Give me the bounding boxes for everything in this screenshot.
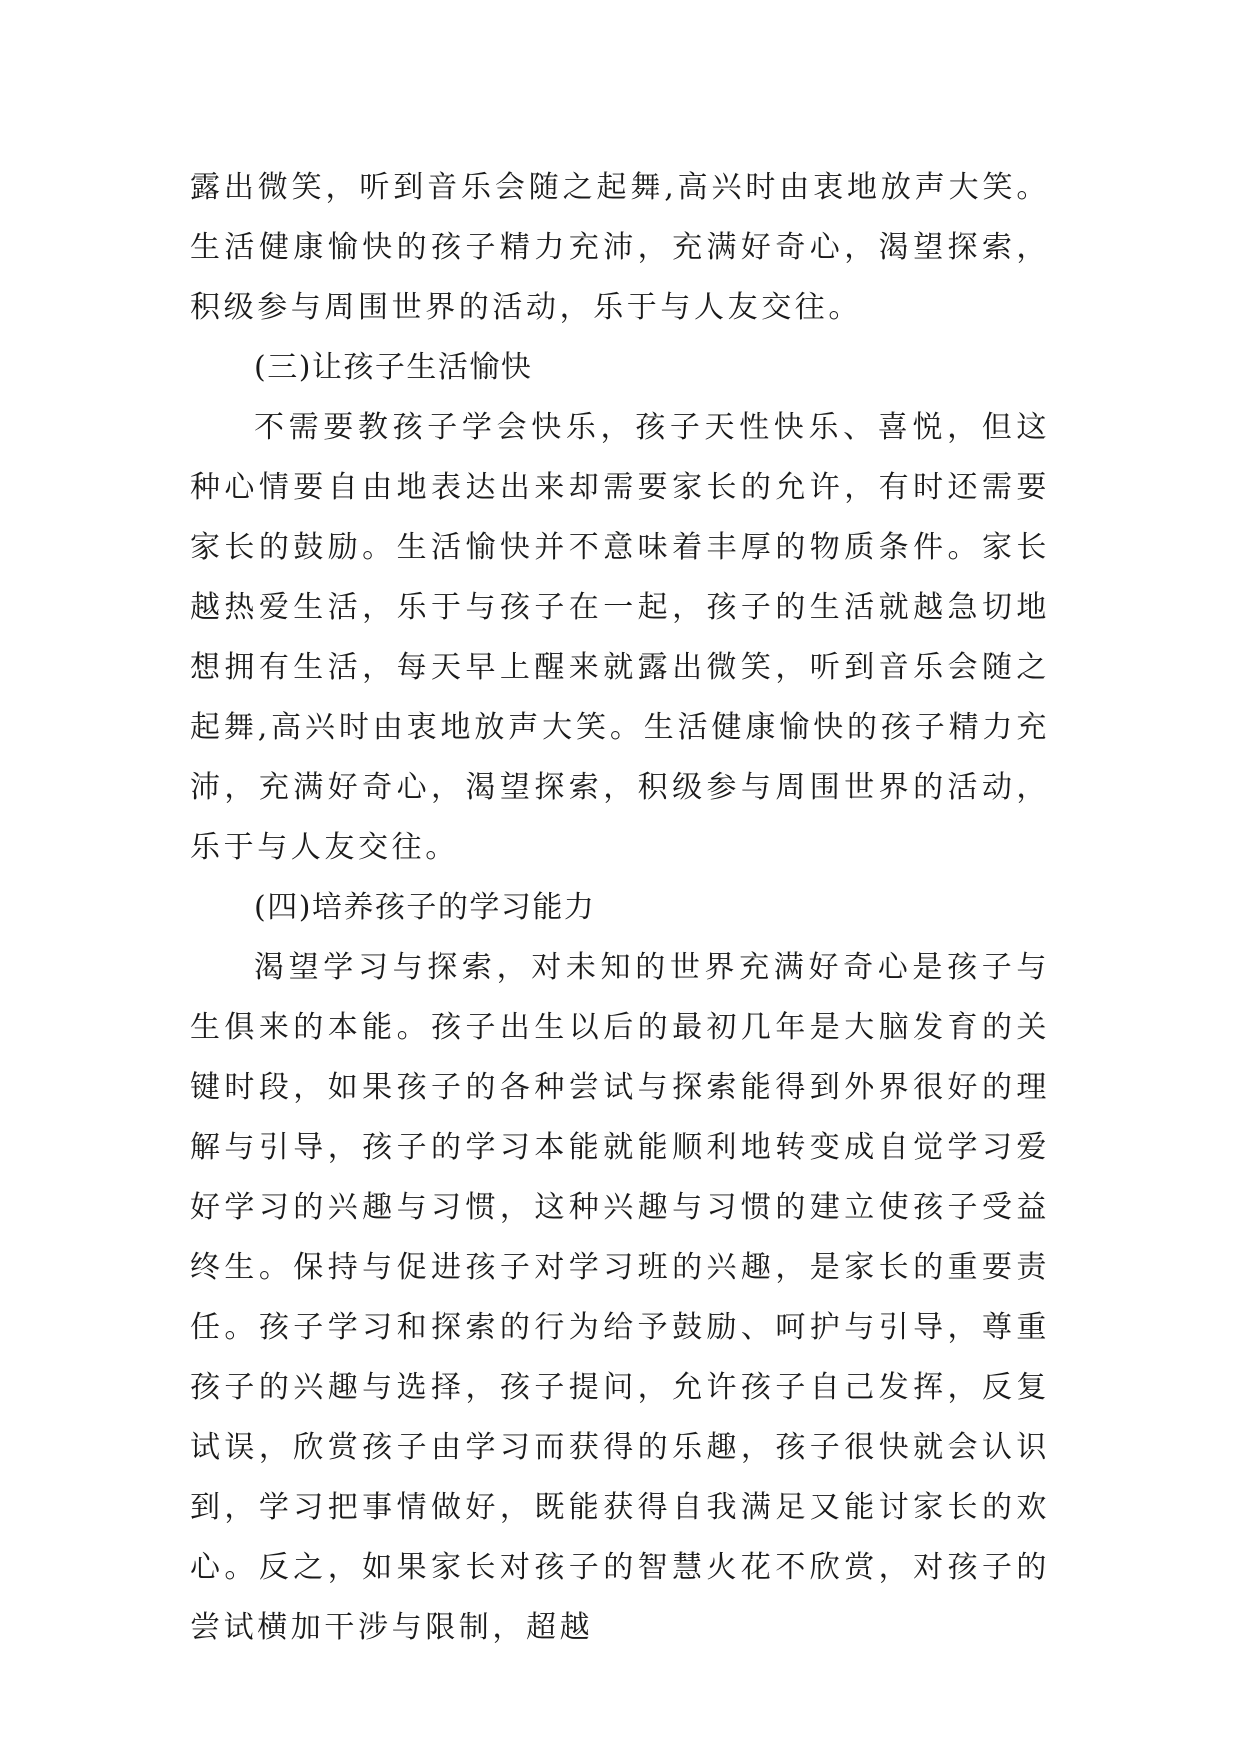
section-heading-4: (四)培养孩子的学习能力 [254, 890, 596, 925]
document-body [190, 158, 1050, 1658]
paragraph-section-3: 不需要教孩子学会快乐，孩子天性快乐、喜悦，但这种心情要自由地表达出来却需要家长的允许，有时还需要家长的鼓励。生活愉快并不意味着丰厚的物质条件。家长越热爱生活，乐于与孩子在一起，孩子的生活就越急切地想拥有生活，每天早上醒来就露出微笑，听到音乐会随之起舞,高兴时由衷地放声大笑。生活健康愉快的孩子精力充沛，充满好奇心，渴望探索，积级参与周围世界的活动，乐于与人友交往。 [190, 410, 1050, 865]
section-heading-3: (三)让孩子生活愉快 [254, 350, 533, 385]
paragraph-section-4: 渴望学习与探索，对未知的世界充满好奇心是孩子与生俱来的本能。孩子出生以后的最初几年是大脑发育的关键时段，如果孩子的各种尝试与探索能得到外界很好的理解与引导，孩子的学习本能就能顺利地转变成自觉学习爱好学习的兴趣与习惯，这种兴趣与习惯的建立使孩子受益终生。保持与促进孩子对学习班的兴趣，是家长的重要责任。孩子学习和探索的行为给予鼓励、呵护与引导，尊重孩子的兴趣与选择，孩子提问，允许孩子自己发挥，反复试误，欣赏孩子由学习而获得的乐趣，孩子很快就会认识到，学习把事情做好，既能获得自我满足又能讨家长的欢心。反之，如果家长对孩子的智慧火花不欣赏，对孩子的尝试横加干涉与限制，超越 [190, 950, 1050, 1645]
paragraph-continuation: 露出微笑，听到音乐会随之起舞,高兴时由衷地放声大笑。生活健康愉快的孩子精力充沛，充满好奇心，渴望探索，积级参与周围世界的活动，乐于与人友交往。 [190, 170, 1050, 325]
